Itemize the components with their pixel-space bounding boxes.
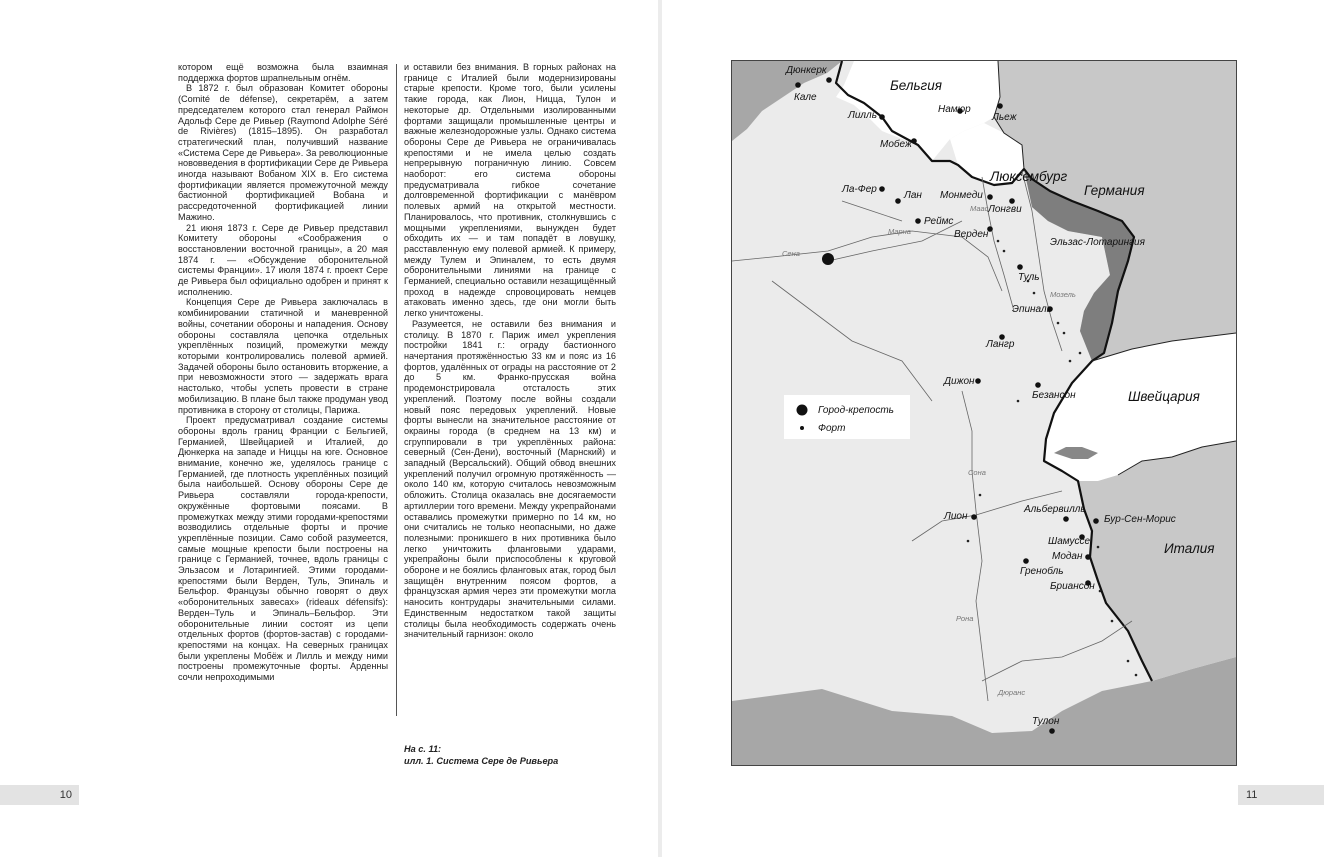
map-seré-de-rivières-system (731, 60, 1237, 766)
country-label-italy: Италия (1164, 541, 1215, 556)
caption-title: илл. 1. Система Сере де Ривьера (404, 756, 559, 766)
country-label-belgium: Бельгия (890, 78, 942, 93)
city-label-modane: Модан (1052, 551, 1083, 562)
fort-marker (1099, 590, 1102, 593)
city-label-chamousset: Шамуссе (1048, 536, 1091, 547)
river-label-seine: Сена (782, 249, 800, 258)
marker-montmedy (987, 194, 993, 200)
fort-marker (1111, 620, 1114, 623)
river-label-marne: Марна (888, 227, 911, 236)
fort-marker (1079, 352, 1082, 355)
fort-marker (1097, 546, 1100, 549)
city-label-lyon: Лион (944, 511, 968, 522)
marker-dijon (975, 378, 981, 384)
city-label-toulon: Тулон (1032, 716, 1060, 727)
page-number-left (0, 785, 79, 805)
country-label-alsace-lorraine: Эльзас-Лотарингия (1050, 237, 1145, 248)
city-label-grenoble: Гренобль (1020, 566, 1064, 577)
paragraph: Концепция Сере де Ривьера заключалась в комбинировании статичной и маневренной войны, сочетании обороны и нападения. Основу обороны составляла цепочка отдельных укреплённых позиций, промежутки между которыми контролировались полевой армией. Задачей обороны было остановить вторжение, а при невозможности этого — задержать врага настолько, чтобы успеть провести в стране мобилизацию. В плане был также продуман увод противника в сторону от столицы, Парижа. (178, 297, 388, 415)
figure-caption (404, 743, 634, 767)
marker-albertville (1063, 516, 1069, 522)
caption-ref: На с. 11: (404, 744, 442, 754)
city-label-liege: Льеж (992, 112, 1017, 123)
paragraph: Проект предусматривал создание системы обороны вдоль границ Франции с Бельгией, Германией, Швейцарией и Италией, до Дюнкерка на западе и Ниццы на юге. Основное внимание, конечно же, уделялось границе с Германией, где плотность укреплённых позиций была наибольшей. Основу обороны Сере де Ривьера составляли города-крепости, окружённые фортовыми поясами. В промежутках между этими городами-крепостями возводились отдельные форты и прочие укреплённые позиции. Само собой разумеется, самые мощные крепости были построены на границе с Германией, точнее, вдоль границы с Эльзасом и Лотарингией. Этими городами-крепостями были Верден, Туль, Эпиналь и Бельфор. Французы обычно говорят о двух «оборонительных завесах» (rideaux défensifs): Верден–Туль и Эпиналь–Бельфор. Эти оборонительные линии состоят из цепи отдельных фортов (фортов-застав) с городами-крепостями на концах. На северных границах были укреплены Мобёж и Лилль и между ними построены промежуточные форты. Арденны сочли непроходимыми (178, 415, 388, 683)
city-label-albertville: Альбервилль (1024, 504, 1086, 515)
column-divider (396, 64, 397, 716)
fort-marker (1033, 292, 1036, 295)
city-label-dijon: Дижон (944, 376, 975, 387)
marker-liege (997, 103, 1003, 109)
marker-toul (1017, 264, 1023, 270)
country-label-germany: Германия (1084, 183, 1145, 198)
left-page (0, 0, 658, 857)
fort-marker (979, 494, 982, 497)
marker-modane (1085, 554, 1091, 560)
legend-fort-icon (800, 426, 804, 430)
fort-marker (1057, 322, 1060, 325)
marker-calais (795, 82, 801, 88)
page-number-text: 11 (1246, 789, 1258, 801)
marker-besancon (1035, 382, 1041, 388)
city-label-calais: Кале (794, 92, 817, 103)
country-label-luxembourg: Люксембург (990, 169, 1068, 184)
marker-lyon (971, 514, 977, 520)
city-label-laon: Лан (904, 190, 922, 201)
marker-bourg-st-maurice (1093, 518, 1099, 524)
fort-marker (1003, 250, 1006, 253)
city-label-montmedy: Монмеди (940, 190, 983, 201)
page-number-text: 10 (59, 789, 72, 801)
legend-fort-label: Форт (818, 423, 846, 434)
fort-marker (1135, 674, 1138, 677)
fort-marker (1069, 360, 1072, 363)
legend-fortress-icon (797, 405, 808, 416)
text-column-2 (404, 62, 616, 640)
marker-toulon (1049, 728, 1055, 734)
city-label-langres: Лангр (986, 339, 1015, 350)
paragraph: котором ещё возможна была взаимная поддержка фортов шрапнельным огнём. (178, 62, 388, 83)
map-svg (732, 61, 1236, 765)
paragraph: Разумеется, не оставили без внимания и столицу. В 1870 г. Париж имел укрепления постройки 1841 г.: ограду бастионного начертания протяжённостью 33 км и пояс из 16 фортов, удалённых от ограды на расстояние от 2 до 5 км. Франко-прусская война продемонстрировала отсталость этих укреплений. Поэтому после войны создали новый пояс передовых укреплений. Новые форты вынесли на значительное расстояние от окраины города (в среднем на 13 км) и сгруппировали в три укреплённых района: северный (Сен-Дени), восточный (Марнский) и западный (Версальский). Общий обвод внешних укреплений получил огромную протяжённость — около 140 км, которую считалось невозможным обложить. Столица оказалась вне досягаемости артиллерии того времени. Между укрепрайонами оставались промежутки примерно по 14 км, но они считались не только неопасными, но даже полезными: проникшего в них противника было легко уничтожить фланговыми ударами, укрепрайоны были приспособлены к круговой обороне и не боялись фланговых атак, город был защищён внутренним поясом фортов, а французская армия через эти промежутки могла наносить контрудары значительными силами. Единственным недостатком такой защиты столицы была необходимость содержать очень значительный гарнизон: около (404, 318, 616, 640)
fort-marker (1127, 660, 1130, 663)
marker-dunkirk (826, 77, 832, 83)
map-legend (784, 395, 910, 439)
marker-laon (895, 198, 901, 204)
marker-longwy (1009, 198, 1015, 204)
city-label-longwy: Лонгви (988, 204, 1022, 215)
river-label-rhone: Рона (956, 614, 974, 623)
city-label-besancon: Безансон (1032, 390, 1076, 401)
marker-maubeuge (911, 138, 917, 144)
city-label-verdun: Верден (954, 229, 989, 240)
marker-grenoble (1023, 558, 1029, 564)
fort-marker (1017, 400, 1020, 403)
text-column-1 (178, 62, 388, 683)
page-number-right (1238, 785, 1324, 805)
fort-marker (1063, 332, 1066, 335)
legend-fortress-label: Город-крепость (818, 405, 894, 416)
marker-la-fere (879, 186, 885, 192)
river-label-moselle: Мозель (1050, 290, 1076, 299)
paragraph: и оставили без внимания. В горных районах на границе с Италией были модернизированы старые крепости. Кроме того, были усилены такие города, как Лион, Ницца, Тулон и некоторые др. Отдельными изолированными фортами защищали промышленные центры и важные железнодорожные узлы. Однако система обороны Сере де Ривьера не ограничивалась крепостями и не имела целью создать непрерывную пограничную линию. Совсем наоборот: его система обороны предусматривала гибкое сочетание долговременной фортификации с манёвром полевых армий на открытой местности. Планировалось, что противник, столкнувшись с мощными укреплениями, вынужден будет обходить их — и там попадёт в ловушку, расставленную ему полевой армией. К примеру, между Тулем и Эпиналем, то есть двумя оборонительными линиями на границе с Германией, специально оставили незащищённый проход в надежде спровоцировать немцев атаковать именно здесь, где они могли быть легко уничтожены. (404, 62, 616, 319)
marker-reims (915, 218, 921, 224)
city-label-briancon: Бриансон (1050, 581, 1095, 592)
paragraph: В 1872 г. был образован Комитет обороны (Comité de défense), секретарём, а затем председателем которого стал генерал Раймон Адольф Сере де Ривьер (Raymond Adolphe Séré de Rivières) (1815–1895). Он разработал стратегический план, получивший название «Система Сере де Ривьера». За революционные нововведения в фортификации Сере де Ривьера иногда называют Вобаном XIX в. Его система фортификации является промежуточной между бастионной фортификацией Вобана и рассредоточенной фортификацией линии Мажино. (178, 83, 388, 222)
city-label-lille: Лилль (848, 110, 877, 121)
fort-marker (997, 240, 1000, 243)
city-label-bourg-st-maurice: Бур-Сен-Морис (1104, 514, 1176, 525)
city-label-namur: Намюр (938, 104, 971, 115)
fort-marker (967, 540, 970, 543)
legend-box (784, 395, 910, 439)
city-label-dunkirk: Дюнкерк (786, 65, 827, 76)
city-label-toul: Туль (1018, 272, 1040, 283)
marker-lille (879, 114, 885, 120)
city-label-reims: Реймс (924, 216, 954, 227)
city-label-epinal: Эпиналь (1012, 304, 1052, 315)
city-label-la-fere: Ла-Фер (842, 184, 877, 195)
river-label-meuse: Маас (970, 204, 989, 213)
river-label-durance: Дюранс (998, 688, 1026, 697)
marker-paris (822, 253, 834, 265)
river-label-saone: Сона (968, 468, 986, 477)
paragraph: 21 июня 1873 г. Сере де Ривьер представил Комитету обороны «Соображения о восстановлении восточной границы», а 20 мая 1874 г. — «Обсуждение оборонительной системы Франции». 17 июля 1874 г. проект Сере де Ривьера был официально одобрен и принят к исполнению. (178, 222, 388, 297)
city-label-maubeuge: Мобеж (880, 139, 912, 150)
country-label-switzerland: Швейцария (1128, 389, 1200, 404)
